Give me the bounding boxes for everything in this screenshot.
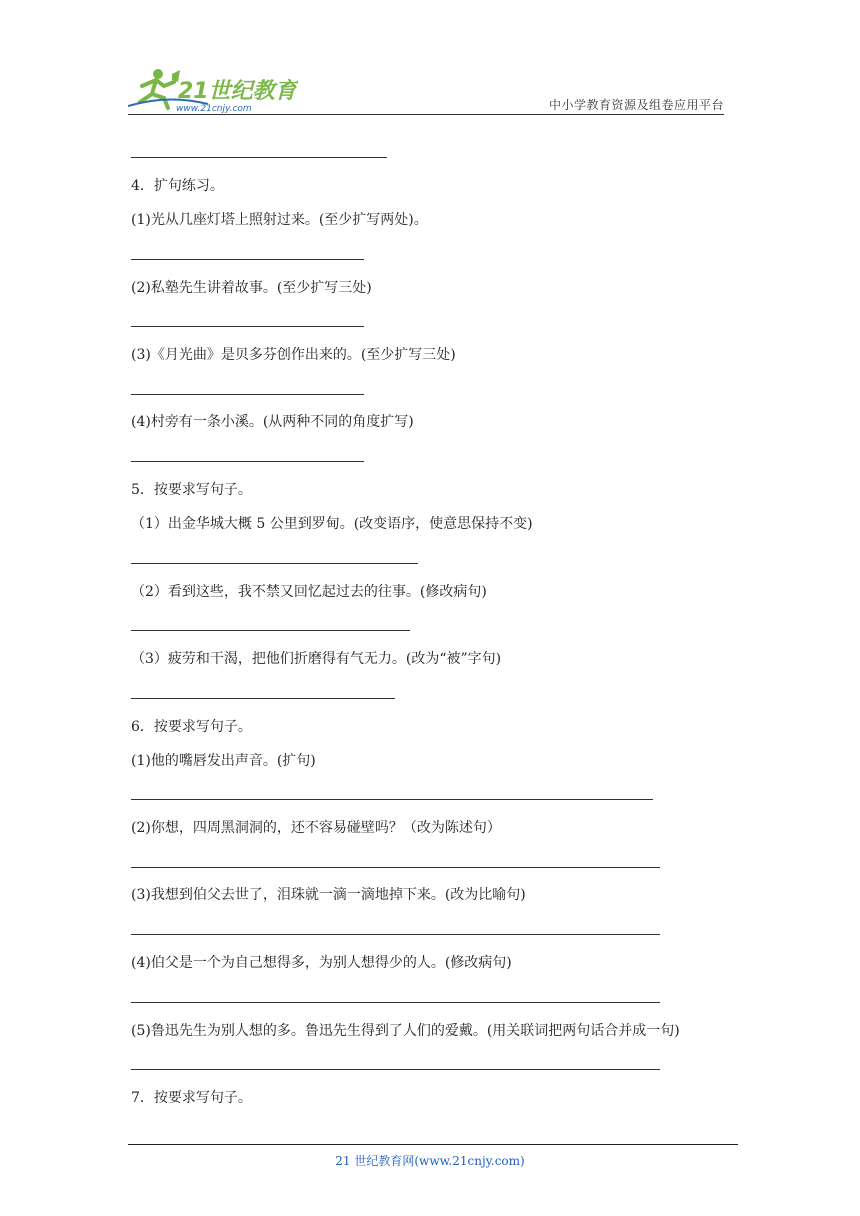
answer-line	[131, 698, 395, 699]
question-6-3: (3)我想到伯父去世了，泪珠就一滴一滴地掉下来。(改为比喻句)	[131, 887, 526, 903]
svg-text:www.21cnjy.com: www.21cnjy.com	[176, 104, 252, 114]
logo	[128, 64, 298, 114]
page-header	[128, 64, 724, 116]
answer-line	[131, 867, 660, 868]
question-4-2: (2)私塾先生讲着故事。(至少扩写三处)	[131, 280, 372, 296]
question-4-4: (4)村旁有一条小溪。(从两种不同的角度扩写)	[131, 414, 414, 430]
question-4-1: (1)光从几座灯塔上照射过来。(至少扩写两处)。	[131, 212, 428, 228]
answer-line	[131, 461, 364, 462]
logo-runner-icon	[128, 64, 298, 114]
question-4-3: (3)《月光曲》是贝多芬创作出来的。(至少扩写三处)	[131, 347, 456, 363]
answer-line	[131, 259, 364, 260]
question-5-title: 5．按要求写句子。	[131, 482, 252, 498]
question-4-title: 4．扩句练习。	[131, 178, 224, 194]
question-6-title: 6．按要求写句子。	[131, 719, 252, 735]
question-5-3: （3）疲劳和干渴，把他们折磨得有气无力。(改为“被”字句)	[131, 651, 502, 667]
question-7-title: 7．按要求写句子。	[131, 1090, 252, 1106]
answer-line	[131, 934, 660, 935]
question-6-4: (4)伯父是一个为自己想得多，为别人想得少的人。(修改病句)	[131, 955, 512, 971]
answer-line	[131, 394, 364, 395]
question-6-2: (2)你想，四周黑洞洞的，还不容易碰壁吗？（改为陈述句）	[131, 820, 501, 836]
answer-line	[131, 563, 418, 564]
question-6-1: (1)他的嘴唇发出声音。(扩句)	[131, 753, 316, 769]
svg-text:21世纪教育: 21世纪教育	[178, 79, 297, 104]
answer-line	[131, 630, 410, 631]
page-footer: 21 世纪教育网(www.21cnjy.com)	[335, 1154, 525, 1168]
answer-line	[131, 326, 364, 327]
question-5-2: （2）看到这些，我不禁又回忆起过去的往事。(修改病句)	[131, 584, 487, 600]
platform-title: 中小学教育资源及组卷应用平台	[548, 98, 724, 112]
answer-line	[131, 1002, 660, 1003]
question-5-1: （1）出金华城大概 5 公里到罗甸。(改变语序，使意思保持不变)	[131, 516, 533, 532]
answer-line	[131, 1069, 660, 1070]
answer-line	[131, 799, 653, 800]
header-divider	[128, 114, 724, 115]
answer-line	[131, 157, 387, 158]
question-6-5: (5)鲁迅先生为别人想的多。鲁迅先生得到了人们的爱戴。(用关联词把两句话合并成一句)	[131, 1023, 680, 1039]
footer-divider	[128, 1144, 738, 1145]
